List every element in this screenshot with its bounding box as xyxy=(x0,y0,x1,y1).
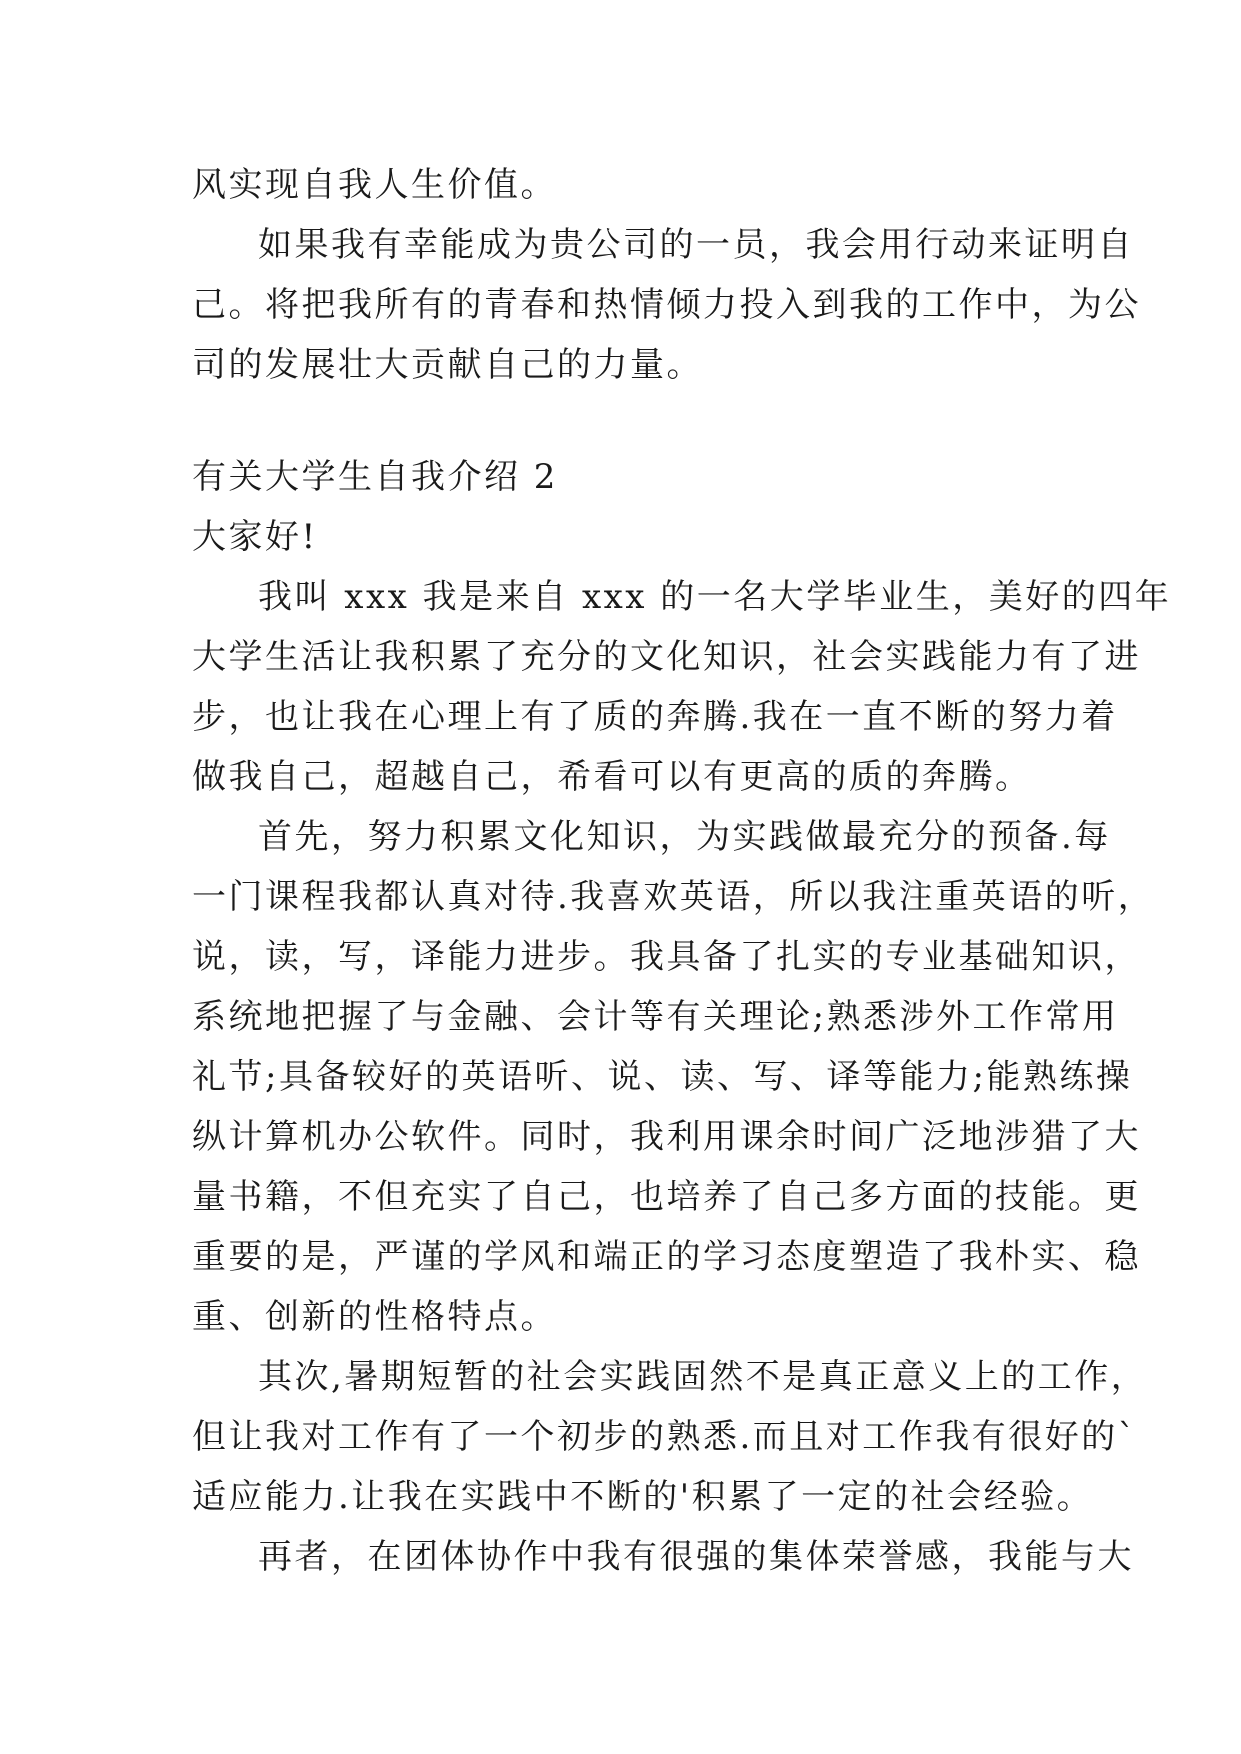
text-line: 重要的是，严谨的学风和端正的学习态度塑造了我朴实、稳 xyxy=(192,1237,1141,1277)
text-line: 适应能力.让我在实践中不断的'积累了一定的社会经验。 xyxy=(192,1477,1094,1517)
text-line: 做我自己，超越自己，希看可以有更高的质的奔腾。 xyxy=(192,757,1032,797)
text-line: 我叫 xxx 我是来自 xxx 的一名大学毕业生，美好的四年 xyxy=(258,577,1172,617)
text-line: 一门课程我都认真对待.我喜欢英语，所以我注重英语的听， xyxy=(192,877,1155,917)
text-line: 量书籍，不但充实了自己，也培养了自己多方面的技能。更 xyxy=(192,1177,1141,1217)
text-line: 己。将把我所有的青春和热情倾力投入到我的工作中，为公 xyxy=(192,285,1141,325)
text-line: 礼节;具备较好的英语听、说、读、写、译等能力;能熟练操 xyxy=(192,1057,1133,1097)
text-line: 系统地把握了与金融、会计等有关理论;熟悉涉外工作常用 xyxy=(192,997,1119,1037)
text-line: 其次,暑期短暂的社会实践固然不是真正意义上的工作， xyxy=(258,1357,1148,1397)
section-heading: 有关大学生自我介绍 2 xyxy=(192,457,558,497)
text-line: 首先，努力积累文化知识，为实践做最充分的预备.每 xyxy=(258,817,1111,857)
greeting: 大家好! xyxy=(192,517,318,557)
text-line: 大学生活让我积累了充分的文化知识，社会实践能力有了进 xyxy=(192,637,1141,677)
text-line: 重、创新的性格特点。 xyxy=(192,1297,557,1337)
text-line: 步，也让我在心理上有了质的奔腾.我在一直不断的努力着 xyxy=(192,697,1118,737)
text-line: 但让我对工作有了一个初步的熟悉.而且对工作我有很好的` xyxy=(192,1417,1138,1457)
text-line: 说，读，写，译能力进步。我具备了扎实的专业基础知识， xyxy=(192,937,1141,977)
text-line: 司的发展壮大贡献自己的力量。 xyxy=(192,345,703,385)
text-line: 如果我有幸能成为贵公司的一员，我会用行动来证明自 xyxy=(258,225,1134,265)
text-line: 风实现自我人生价值。 xyxy=(192,165,557,205)
text-line: 再者，在团体协作中我有很强的集体荣誉感，我能与大 xyxy=(258,1537,1134,1577)
text-line: 纵计算机办公软件。同时，我利用课余时间广泛地涉猎了大 xyxy=(192,1117,1141,1157)
